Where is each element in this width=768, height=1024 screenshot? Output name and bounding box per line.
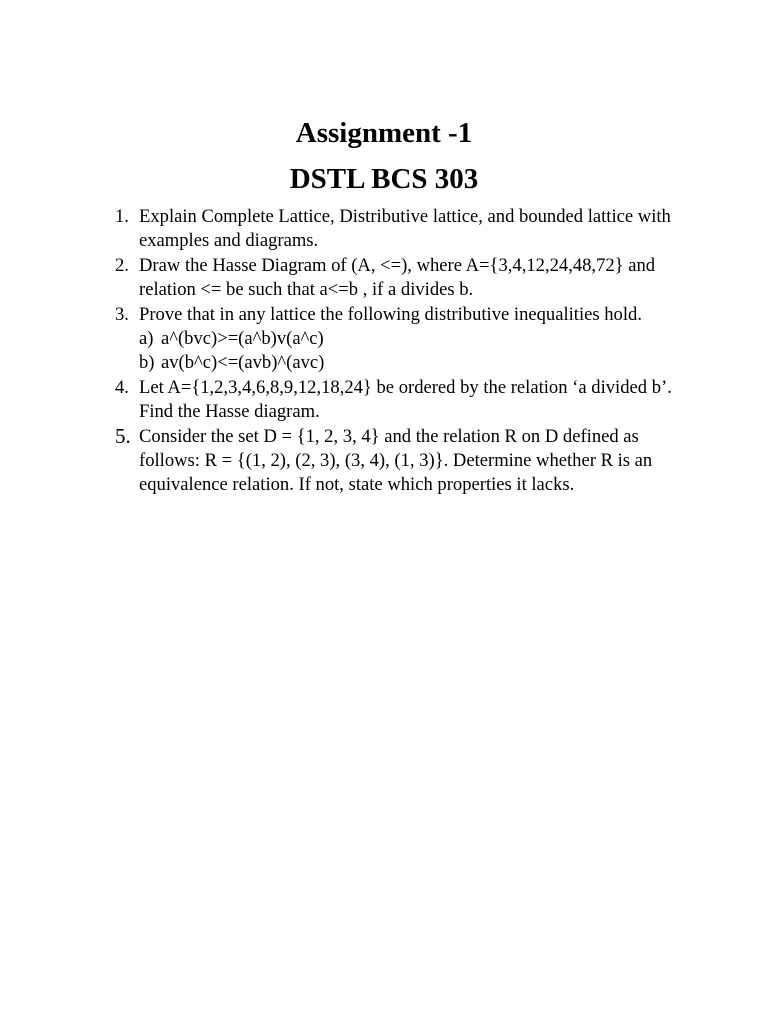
question-list [110,205,690,498]
question-1 [110,205,690,254]
question-number: 1. [115,206,129,227]
question-text: Prove that in any lattice the following distributive inequalities hold. [139,303,642,325]
question-number: 4. [115,376,129,398]
question-number: 5. [115,423,131,448]
question-text: Consider the set D = {1, 2, 3, 4} and the relation R on D defined as follows: R = {(1, 2), (2, 3), (3, 4), (1, 3)}. Determine whether R is an equivalence relation. If not, state which properties it lacks. [139,425,653,496]
sub-question-text: av(b^c)<=(avb)^(avc) [161,352,325,374]
document-title: Assignment -1 [295,117,473,149]
document-subtitle: DSTL BCS 303 [289,163,479,195]
question-number: 3. [115,303,129,325]
sub-question-label: b) [139,352,155,374]
question-number: 2. [115,254,129,276]
question-text: Explain Complete Lattice, Distributive lattice, and bounded lattice with examples and diagrams. [139,206,671,252]
question-text: Draw the Hasse Diagram of (A, <=), where A={3,4,12,24,48,72} and relation <= be such that a<=b , if a divides b. [139,254,656,301]
question-5 [110,425,690,498]
sub-question-b [139,351,690,375]
sub-question-label: a) [139,328,154,350]
question-3 [110,303,690,376]
sub-question-a [139,327,690,351]
sub-question-text: a^(bvc)>=(a^b)v(a^c) [161,328,324,350]
question-4 [110,376,690,425]
question-2 [110,254,690,303]
question-text: Let A={1,2,3,4,6,8,9,12,18,24} be ordered by the relation ‘a divided b’. Find the Hasse diagram. [139,376,672,423]
